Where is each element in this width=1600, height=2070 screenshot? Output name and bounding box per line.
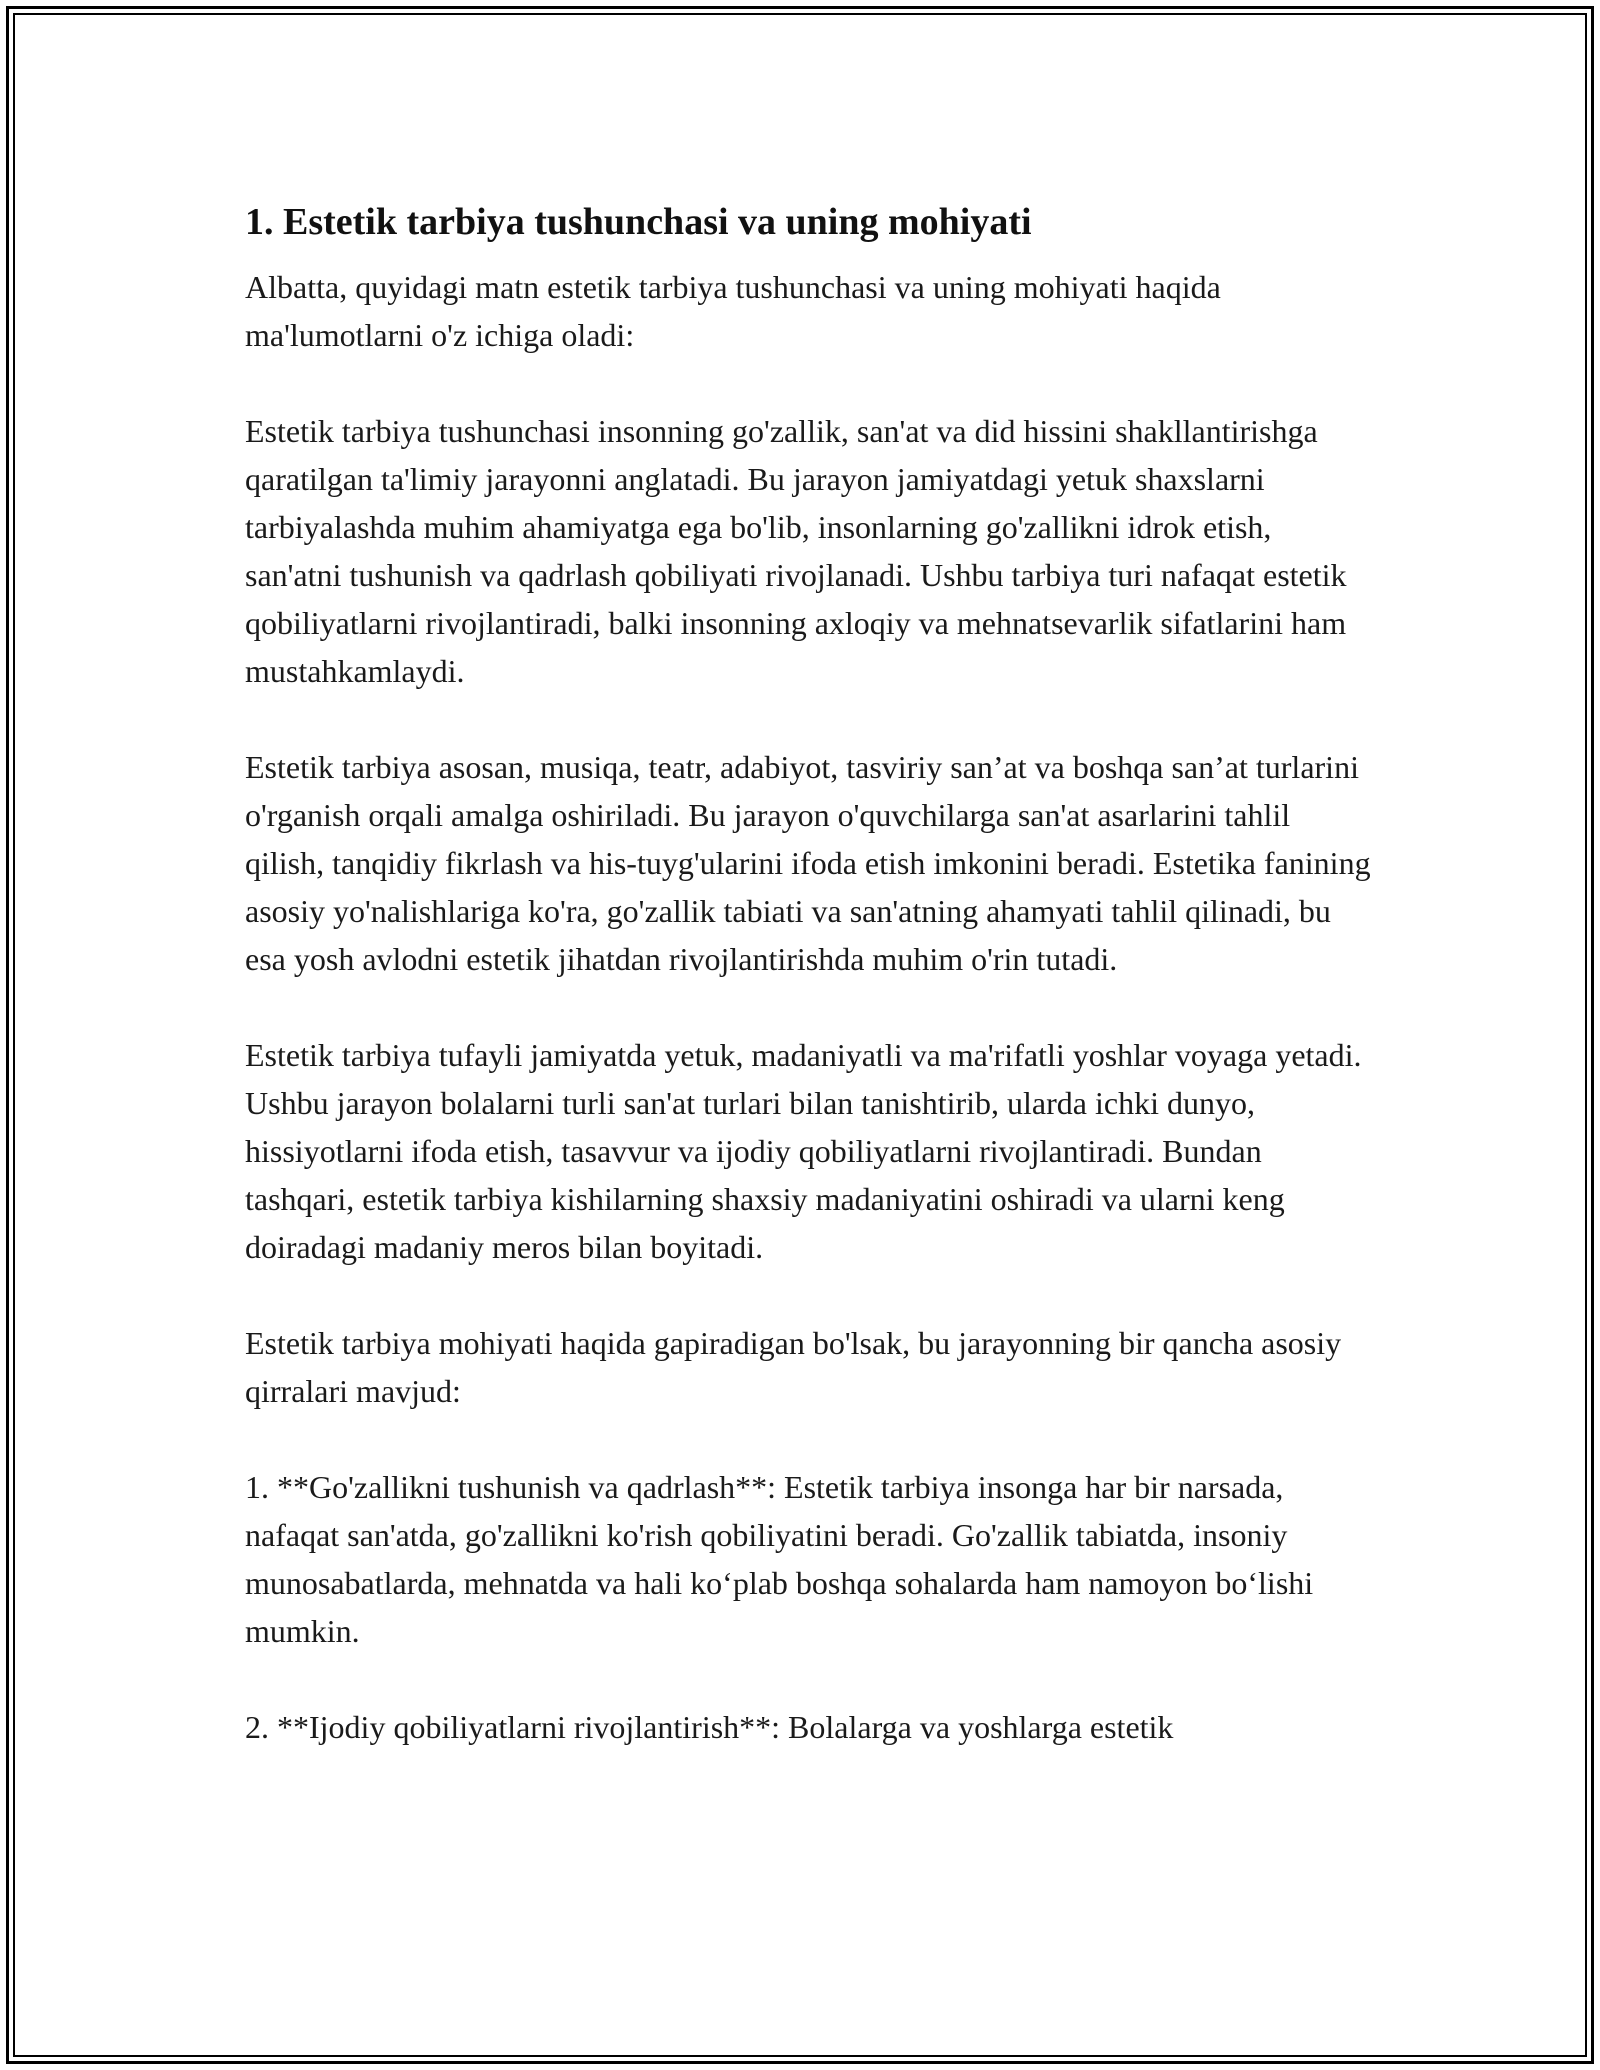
paragraph-society: Estetik tarbiya tufayli jamiyatda yetuk, madaniyatli va ma'rifatli yoshlar voyaga yetadi. Ushbu jarayon bolalarni turli san'at turlari bilan tanishtirib, ularda ichki dunyo, hissiyotlarni ifoda etish, tasavvur va ijodiy qobiliyatlarni rivojlantiradi. Bundan tashqari, estetik tarbiya kishilarning shaxsiy madaniyatini oshiradi va ularni keng doiradagi madaniy meros bilan boyitadi. xyxy=(245,1037,1362,1265)
list-item-1: 1. **Go'zallikni tushunish va qadrlash**: Estetik tarbiya insonga har bir narsada, nafaqat san'atda, go'zallikni ko'rish qobiliyatini beradi. Go'zallik tabiatda, insoniy munosabatlarda, mehnatda va hali ko‘plab boshqa sohalarda ham namoyon bo‘lishi mumkin. xyxy=(245,1469,1314,1649)
page-frame xyxy=(6,6,1594,2064)
page-title: 1. Estetik tarbiya tushunchasi va uning mohiyati xyxy=(245,201,1032,243)
paragraph-definition: Estetik tarbiya tushunchasi insonning go'zallik, san'at va did hissini shakllantirishga qaratilgan ta'limiy jarayonni anglatadi. Bu jarayon jamiyatdagi yetuk shaxslarni tarbiyalashda muhim ahamiyatga ega bo'lib, insonlarning go'zallikni idrok etish, san'atni tushunish va qadrlash qobiliyati rivojlanadi. Ushbu tarbiya turi nafaqat estetik qobiliyatlarni rivojlantiradi, balki insonning axloqiy va mehnatsevarlik sifatlarini ham mustahkamlaydi. xyxy=(245,413,1347,689)
paragraph-methods: Estetik tarbiya asosan, musiqa, teatr, adabiyot, tasviriy san’at va boshqa san’at turlarini o'rganish orqali amalga oshiriladi. Bu jarayon o'quvchilarga san'at asarlarini tahlil qilish, tanqidiy fikrlash va his-tuyg'ularini ifoda etish imkonini beradi. Estetika fanining asosiy yo'nalishlariga ko'ra, go'zallik tabiati va san'atning ahamyati tahlil qilinadi, bu esa yosh avlodni estetik jihatdan rivojlantirishda muhim o'rin tutadi. xyxy=(245,749,1371,977)
document-body xyxy=(245,197,1375,1799)
paragraph-essence: Estetik tarbiya mohiyati haqida gapiradigan bo'lsak, bu jarayonning bir qancha asosiy qirralari mavjud: xyxy=(245,1325,1342,1409)
list-item-2: 2. **Ijodiy qobiliyatlarni rivojlantirish**: Bolalarga va yoshlarga estetik xyxy=(245,1709,1174,1745)
paragraph-intro: Albatta, quyidagi matn estetik tarbiya tushunchasi va uning mohiyati haqida ma'lumotlarni o'z ichiga oladi: xyxy=(245,269,1221,353)
